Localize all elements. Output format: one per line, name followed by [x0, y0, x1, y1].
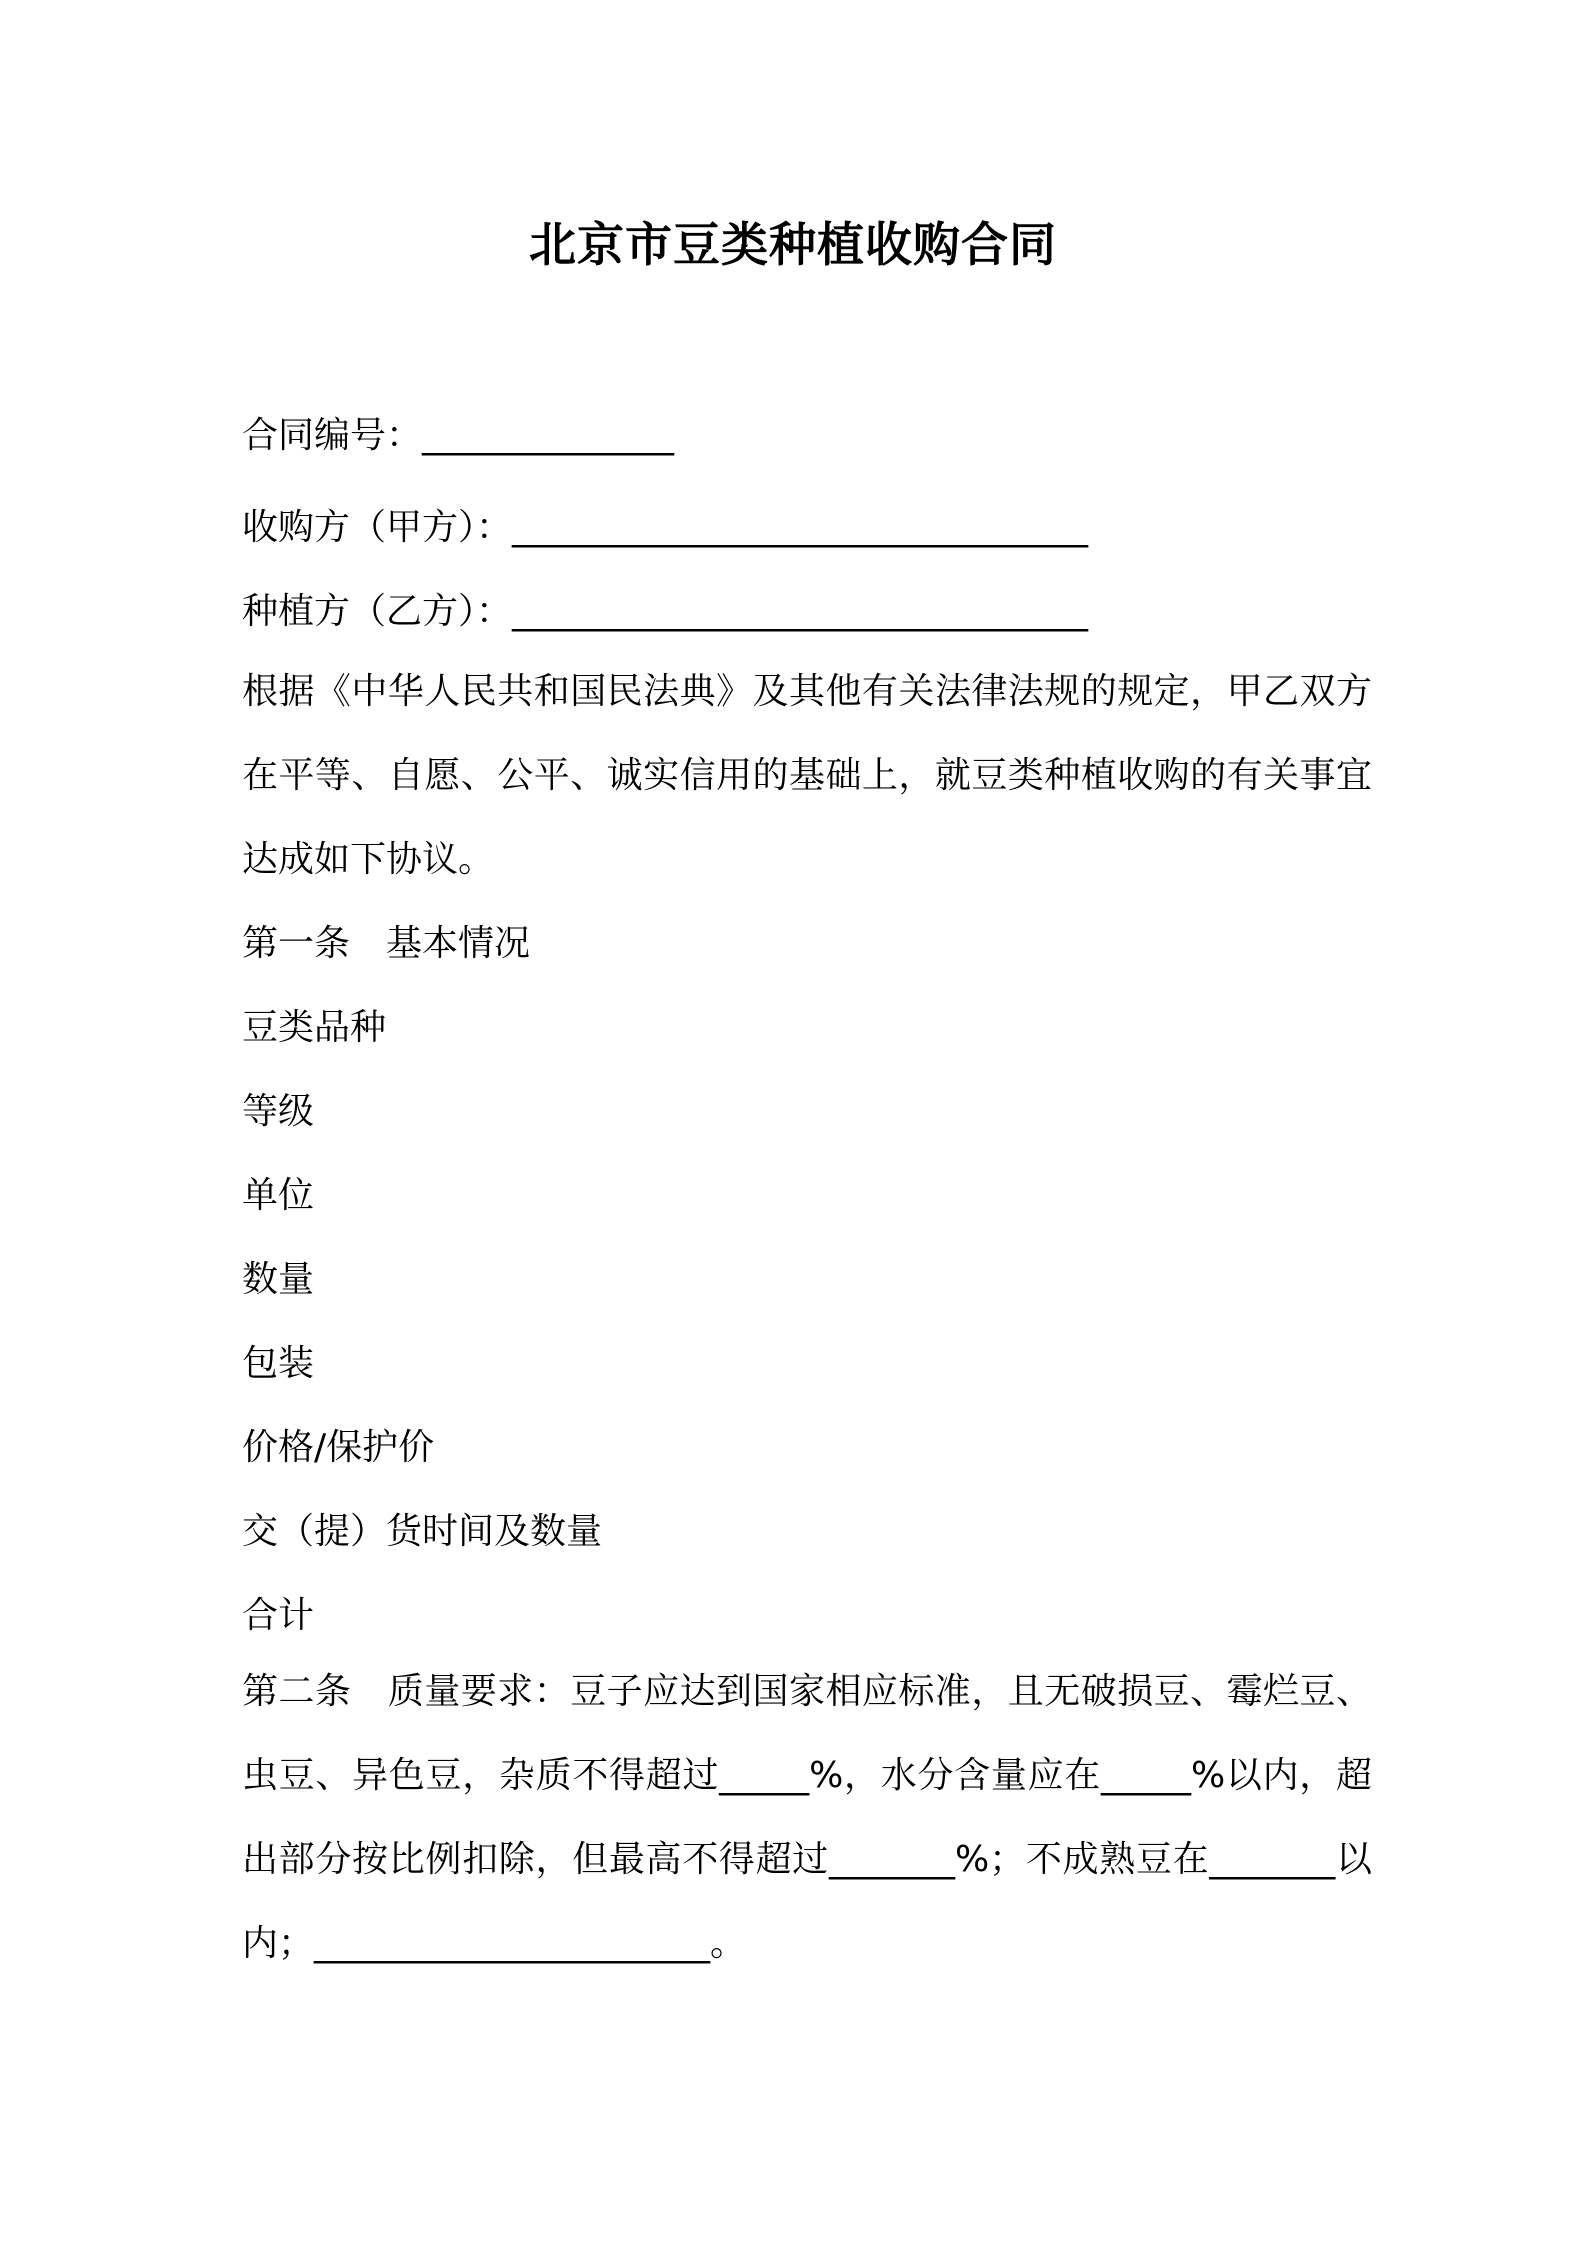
article-1-item-packaging: 包装: [242, 1343, 315, 1384]
article-1-heading: 第一条 基本情况: [242, 923, 531, 964]
document-title: 北京市豆类种植收购合同: [529, 218, 1057, 273]
preamble-paragraph: 根据《中华人民共和国民法典》及其他有关法律法规的规定，甲乙双方在平等、自愿、公平、诚实信用的基础上，就豆类种植收购的有关事宜达成如下协议。: [242, 671, 1372, 880]
article-1-item-grade: 等级: [242, 1091, 315, 1132]
buyer-field: 收购方（甲方）：________________________________: [242, 507, 1089, 548]
article-1-item-variety: 豆类品种: [242, 1007, 387, 1048]
article-1-item-price: 价格/保护价: [242, 1427, 435, 1468]
article-1-item-delivery: 交（提）货时间及数量: [242, 1511, 603, 1552]
article-1-item-unit: 单位: [242, 1175, 315, 1216]
article-1-item-total: 合计: [242, 1595, 315, 1636]
article-2-paragraph: 第二条 质量要求：豆子应达到国家相应标准，且无破损豆、霉烂豆、虫豆、异色豆，杂质不得超过_____%，水分含量应在_____%以内，超出部分按比例扣除，但最高不得超过_______%；不成熟豆在_______以内；______________________。: [242, 1671, 1372, 1964]
grower-field: 种植方（乙方）：________________________________: [242, 591, 1089, 632]
article-1-item-quantity: 数量: [242, 1259, 315, 1300]
contract-number-field: 合同编号：______________: [242, 415, 675, 456]
